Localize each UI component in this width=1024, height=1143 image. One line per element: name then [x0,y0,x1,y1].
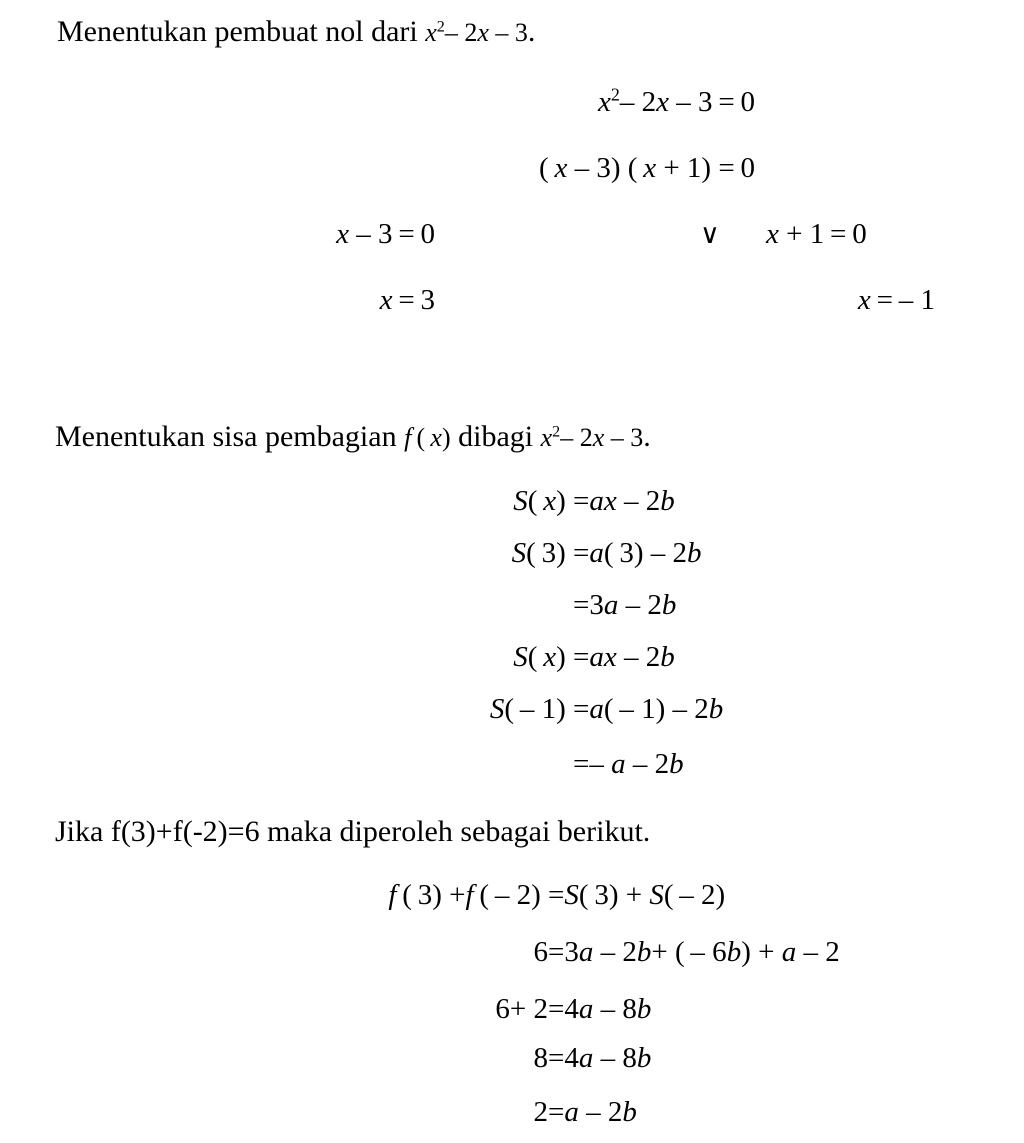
equation-branch-right-1: x + 1 = 0 [766,218,867,250]
equation-divide: 2 =a – 2b [533,1096,637,1128]
equation-quadratic: $x^2-$ 2x – 3 = 0 [598,84,755,118]
heading-remainder-suffix: . [643,420,651,453]
equation-branch-right-2: x = – 1 [857,284,935,316]
equation-s-minus-1-result: =– a – 2b [573,748,684,780]
equation-branch-left-2: x = 3 [379,284,435,316]
equation-s3: S( 3) =a( 3) – 2b [511,537,702,569]
heading-remainder-divisor: $x^2-$ 2x – 3 [540,423,644,452]
heading-solve: Jika f(3)+f(-2)=6 maka diperoleh sebagai berikut. [55,815,651,848]
equation-move: 6+ 2 =4a – 8b [495,993,652,1025]
logical-or-symbol: ∨ [700,219,720,249]
equation-s-minus-1: S( – 1) =a( – 1) – 2b [489,693,724,725]
equation-sx-1: S( x) =ax – 2b [513,485,675,517]
heading-zeros-prefix: Menentukan pembuat nol dari [57,15,426,48]
heading-zeros-math: $x^2-$ 2x – 3 [425,18,528,47]
heading-zeros [57,16,535,48]
equation-sum: f ( 3) +f ( – 2) =S( 3) + S( – 2) [388,879,726,911]
equation-factored: ( x – 3) ( x + 1) = 0 [538,152,755,184]
equation-branch-left-1: x – 3 = 0 [336,218,435,250]
heading-remainder-middle: dibagi [450,420,541,453]
heading-remainder [55,421,651,453]
equation-s3-result: =3a – 2b [573,589,677,621]
heading-zeros-suffix: . [527,15,536,48]
equation-expand: 6 =3a – 2b+ ( – 6b) + a – 2 [533,936,840,968]
equation-simplify: 8 =4a – 8b [533,1042,652,1074]
heading-remainder-prefix: Menentukan sisa pembagian [55,420,405,453]
heading-remainder-fx: f ( x) [404,423,451,452]
equation-sx-2: S( x) =ax – 2b [513,641,675,673]
